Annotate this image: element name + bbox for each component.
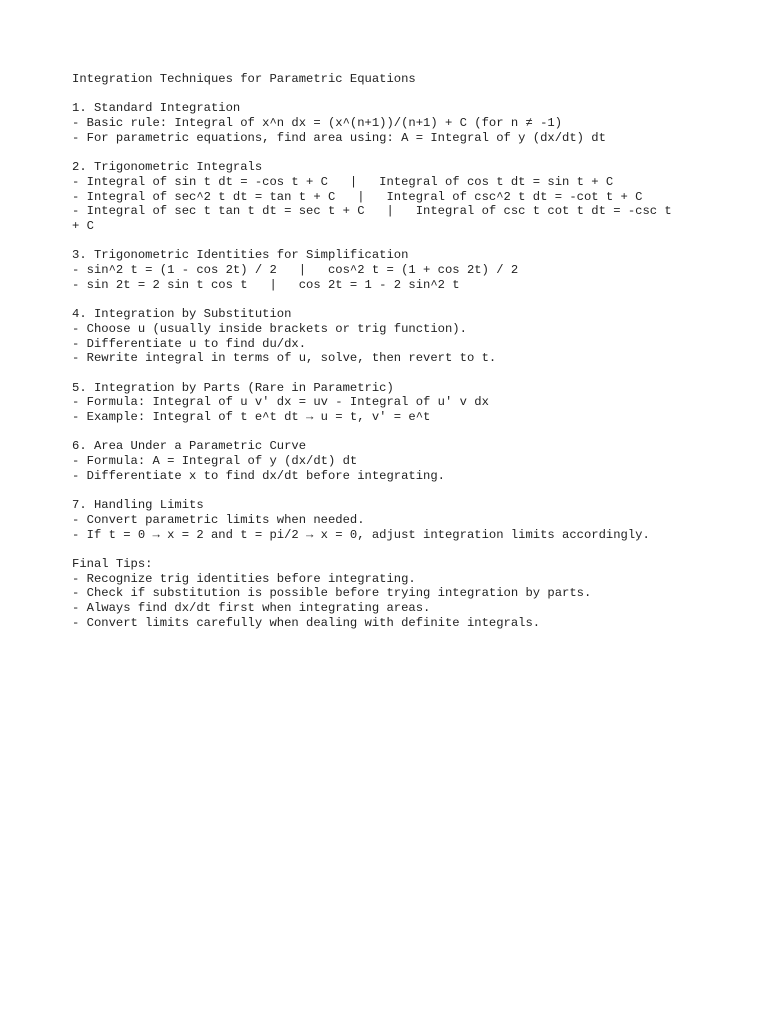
section-line: - If t = 0 → x = 2 and t = pi/2 → x = 0, adjust integration limits accordingly. bbox=[72, 527, 650, 542]
section-heading: 4. Integration by Substitution bbox=[72, 307, 292, 322]
section-line: - Integral of sin t dt = -cos t + C | Integral of cos t dt = sin t + C bbox=[72, 174, 614, 189]
section-line: - Check if substitution is possible before trying integration by parts. bbox=[72, 586, 592, 601]
section-heading: 1. Standard Integration bbox=[72, 101, 241, 116]
section-line: - Convert limits carefully when dealing with definite integrals. bbox=[72, 615, 541, 630]
section-final-tips bbox=[72, 557, 696, 631]
section-trigonometric-integrals bbox=[72, 160, 696, 234]
section-line: - Basic rule: Integral of x^n dx = (x^(n+1))/(n+1) + C (for n ≠ -1) bbox=[72, 116, 563, 131]
section-trig-identities bbox=[72, 248, 696, 292]
section-substitution bbox=[72, 307, 696, 366]
section-line: - Choose u (usually inside brackets or trig function). bbox=[72, 321, 467, 336]
section-line: - For parametric equations, find area using: A = Integral of y (dx/dt) dt bbox=[72, 130, 606, 145]
section-line: - Formula: A = Integral of y (dx/dt) dt bbox=[72, 454, 358, 469]
section-line: - Rewrite integral in terms of u, solve, then revert to t. bbox=[72, 351, 497, 366]
section-line: - sin^2 t = (1 - cos 2t) / 2 | cos^2 t = (1 + cos 2t) / 2 bbox=[72, 263, 519, 278]
spacer bbox=[72, 366, 696, 381]
section-standard-integration bbox=[72, 101, 696, 145]
section-line: - Convert parametric limits when needed. bbox=[72, 512, 365, 527]
section-line: - Differentiate x to find dx/dt before integrating. bbox=[72, 468, 445, 483]
spacer bbox=[72, 542, 696, 557]
section-heading: 2. Trigonometric Integrals bbox=[72, 160, 263, 175]
section-line: - Integral of sec^2 t dt = tan t + C | Integral of csc^2 t dt = -cot t + C bbox=[72, 189, 643, 204]
spacer bbox=[72, 425, 696, 440]
section-line: - sin 2t = 2 sin t cos t | cos 2t = 1 - 2 sin^2 t bbox=[72, 277, 460, 292]
section-line: + C bbox=[72, 219, 94, 233]
section-heading: Final Tips: bbox=[72, 557, 153, 572]
section-line: - Formula: Integral of u v' dx = uv - Integral of u' v dx bbox=[72, 395, 489, 410]
section-line: - Recognize trig identities before integrating. bbox=[72, 571, 416, 586]
document-page bbox=[72, 72, 696, 631]
spacer bbox=[72, 234, 696, 249]
section-area-parametric bbox=[72, 439, 696, 483]
spacer bbox=[72, 293, 696, 308]
document-title: Integration Techniques for Parametric Equations bbox=[72, 72, 416, 86]
section-heading: 3. Trigonometric Identities for Simplification bbox=[72, 248, 409, 263]
section-heading: 6. Area Under a Parametric Curve bbox=[72, 439, 307, 454]
section-line: - Integral of sec t tan t dt = sec t + C | Integral of csc t cot t dt = -csc t bbox=[72, 204, 672, 219]
section-line: - Example: Integral of t e^t dt → u = t, v' = e^t bbox=[72, 410, 431, 425]
section-handling-limits bbox=[72, 498, 696, 542]
section-heading: 7. Handling Limits bbox=[72, 498, 204, 513]
spacer bbox=[72, 146, 696, 161]
section-line: - Always find dx/dt first when integrating areas. bbox=[72, 601, 431, 616]
spacer bbox=[72, 484, 696, 499]
section-heading: 5. Integration by Parts (Rare in Parametric) bbox=[72, 380, 394, 395]
section-line: - Differentiate u to find du/dx. bbox=[72, 336, 307, 351]
section-integration-by-parts bbox=[72, 381, 696, 425]
